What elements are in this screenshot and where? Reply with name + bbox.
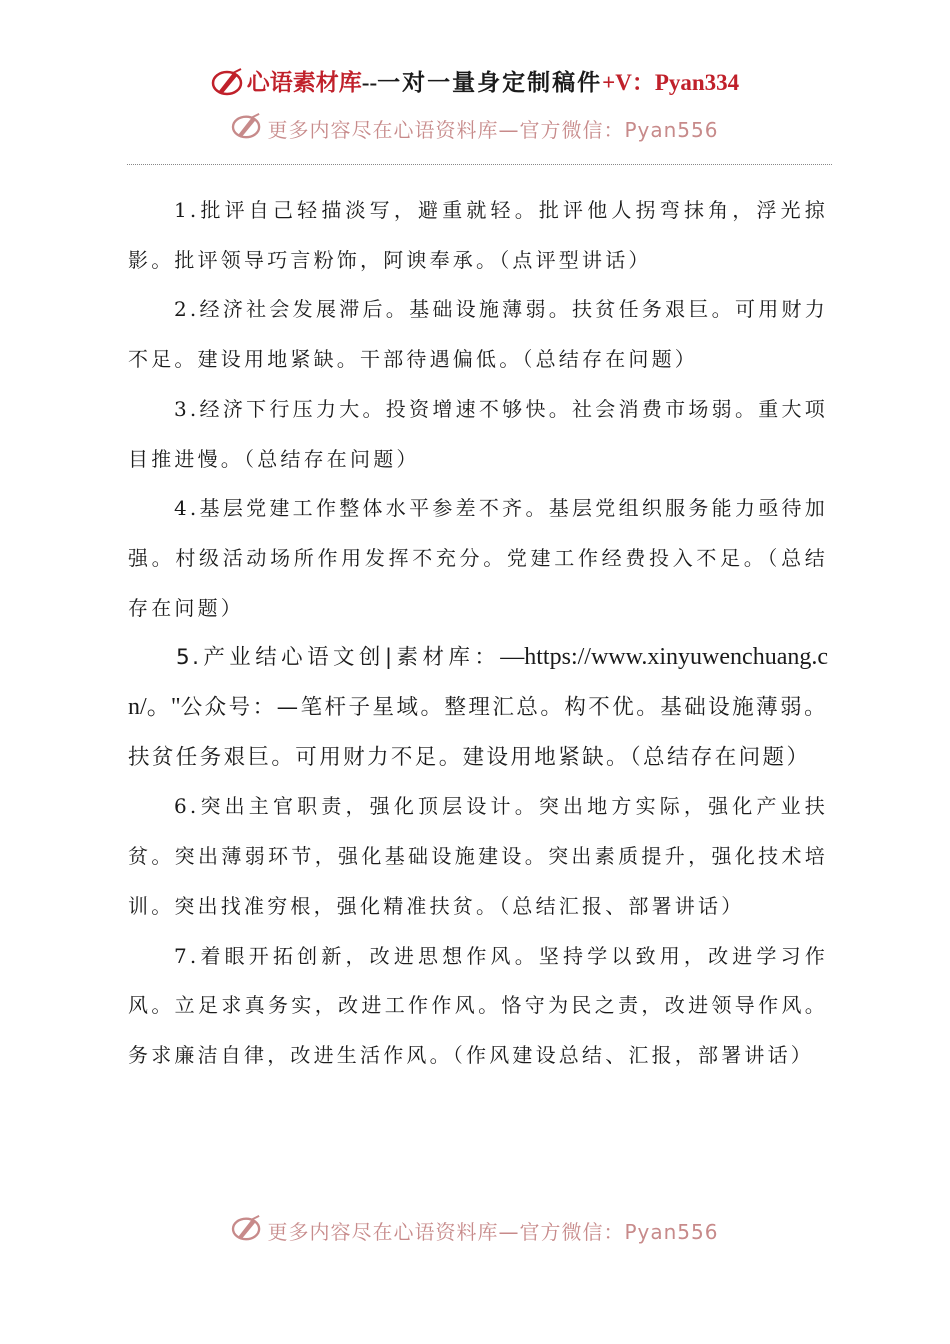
paragraph-3: 3.经济下行压力大。投资增速不够快。社会消费市场弱。重大项目推进慢。（总结存在问题） — [128, 396, 828, 471]
header-separator: -- — [361, 70, 378, 95]
watermark-top — [0, 112, 950, 145]
watermark-text: 更多内容尽在心语资料库—官方微信：Pyan556 — [267, 1220, 719, 1244]
document-body — [128, 186, 828, 1081]
quill-pen-logo-icon — [231, 1214, 263, 1247]
paragraph-5 — [128, 633, 828, 782]
paragraph-6: 6.突出主官职责，强化顶层设计。突出地方实际，强化产业扶贫。突出薄弱环节，强化基础设施建设。突出素质提升，强化技术培训。突出找准穷根，强化精准扶贫。（总结汇报、部署讲话） — [128, 794, 828, 918]
watermark-text: 更多内容尽在心语资料库—官方微信：Pyan556 — [267, 118, 719, 142]
paragraph-7: 7.着眼开拓创新，改进思想作风。坚持学以致用，改进学习作风。立足求真务实，改进工作作风。恪守为民之责，改进领导作风。务求廉洁自律，改进生活作风。（作风建设总结、汇报，部署讲话） — [128, 943, 828, 1067]
document-header — [0, 64, 950, 103]
header-brand: 心语素材库 — [246, 70, 362, 95]
paragraph-1: 1.批评自己轻描淡写，避重就轻。批评他人拐弯抹角，浮光掠影。批评领导巧言粉饰，阿谀奉承。（点评型讲话） — [128, 198, 828, 272]
watermark-bottom — [0, 1214, 950, 1247]
header-divider — [127, 164, 832, 165]
paragraph-5-url: —https://www.xinyuwenchuang.cn/。" — [128, 644, 828, 721]
paragraph-4: 4.基层党建工作整体水平参差不齐。基层党组织服务能力亟待加强。村级活动场所作用发挥不充分。党建工作经费投入不足。（总结存在问题） — [128, 496, 828, 620]
header-wechat: +V：Pyan334 — [602, 70, 740, 95]
paragraph-5-lead: 5.产业结心语文创|素材库： — [176, 645, 501, 671]
quill-pen-logo-icon — [231, 112, 263, 145]
paragraph-5-rest: 公众号：—笔杆子星域。整理汇总。构不优。基础设施薄弱。扶贫任务艰巨。可用财力不足。建设用地紧缺。（总结存在问题） — [128, 695, 828, 770]
paragraph-2: 2.经济社会发展滞后。基础设施薄弱。扶贫任务艰巨。可用财力不足。建设用地紧缺。干部待遇偏低。（总结存在问题） — [128, 297, 828, 372]
header-slogan: 一对一量身定制稿件 — [377, 70, 603, 95]
quill-pen-logo-icon — [211, 67, 245, 103]
